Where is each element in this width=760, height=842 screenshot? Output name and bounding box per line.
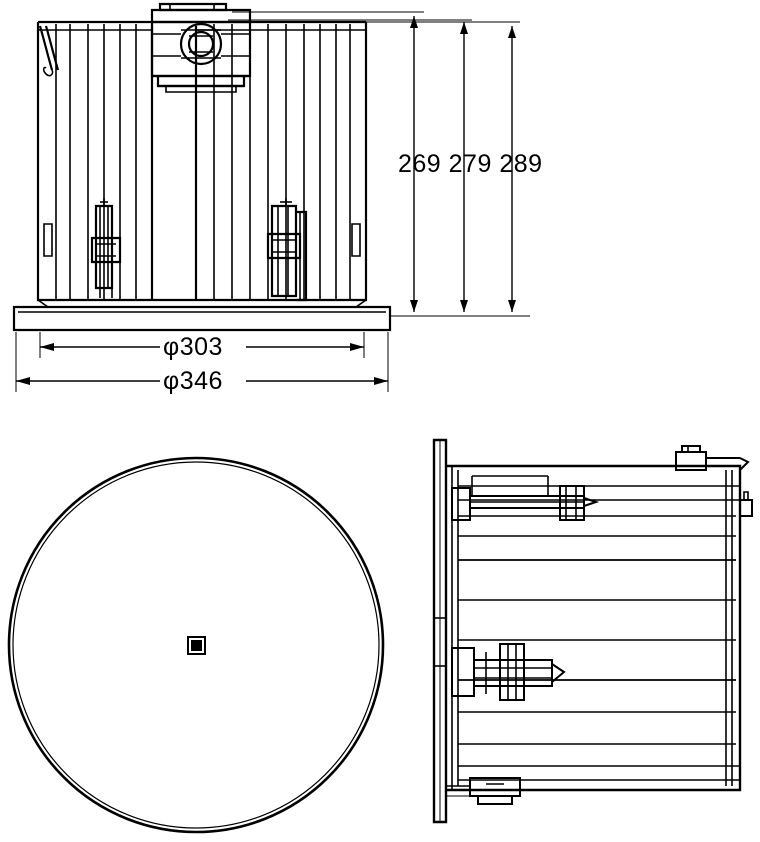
dimension-label-outer-diameter: φ346 [163,367,223,395]
dimension-label-heights: 269 279 289 [398,150,543,178]
front-elevation-view [14,4,530,392]
side-section-view [434,440,752,822]
bottom-plan-view [9,458,383,832]
dimension-label-inner-diameter: φ303 [163,333,223,361]
